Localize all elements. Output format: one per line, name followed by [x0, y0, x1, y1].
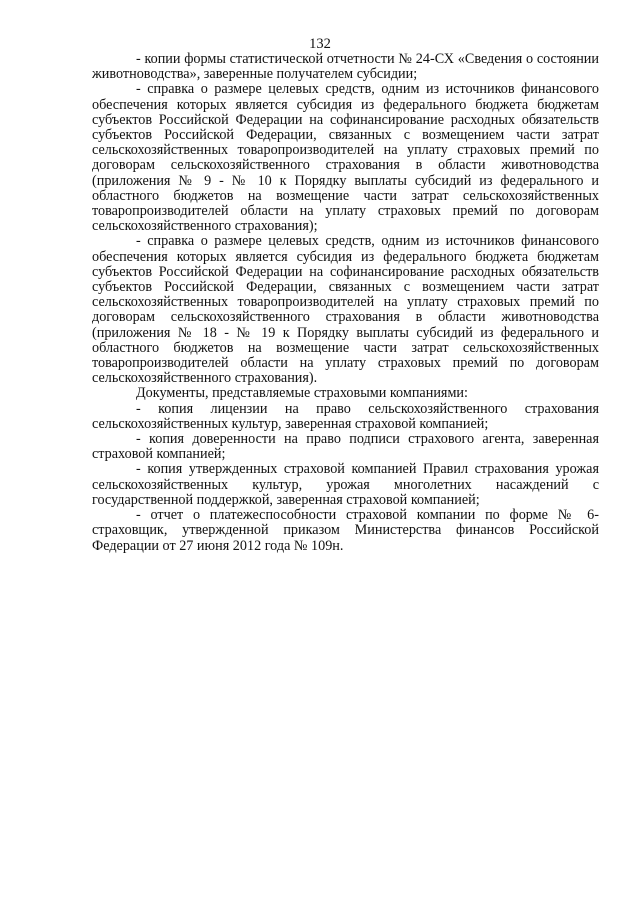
paragraph-license-copy: - копия лицензии на право сельскохозяйственного страхования сельскохозяйственных культур, заверенная страховой компанией; — [92, 400, 599, 432]
paragraph-livestock-subsidy-certificate-18-19: - справка о размере целевых средств, одним из источников финансового обеспечения которых является субсидия из федерального бюджета бюджетам субъектов Российской Федерации на софинансирование расходных обязательств субъектов Российской Федерации, связанных с возмещением части затрат сельскохозяйственных товаропроизводителей на уплату страховых премий по договорам сельскохозяйственного страхования в области животноводства (приложения № 18 - № 19 к Порядку выплаты субсидий из федерального и областного бюджетов на возмещение части затрат сельскохозяйственных товаропроизводителей области на уплату страховых премий по договорам сельскохозяйственного страхования). — [92, 233, 599, 387]
paragraph-form-24-sh-copies: - копии формы статистической отчетности № 24-СХ «Сведения о состоянии животноводства», заверенные получателем субсидии; — [92, 51, 599, 83]
document-body — [92, 52, 599, 554]
page-number: 132 — [309, 36, 331, 52]
paragraph-insurer-documents-heading: Документы, представляемые страховыми компаниями: — [136, 385, 468, 402]
paragraph-solvency-report: - отчет о платежеспособности страховой компании по форме № 6-страховщик, утвержденной приказом Министерства финансов Российской Федерации от 27 июня 2012 года № 109н. — [92, 507, 599, 554]
paragraph-insurance-rules-copy: - копия утвержденных страховой компанией Правил страхования урожая сельскохозяйственных культур, урожая многолетних насаждений с государственной поддержкой, заверенная страховой компанией; — [92, 461, 599, 508]
paragraph-livestock-subsidy-certificate-9-10: - справка о размере целевых средств, одним из источников финансового обеспечения которых является субсидия из федерального бюджета бюджетам субъектов Российской Федерации на софинансирование расходных обязательств субъектов Российской Федерации, связанных с возмещением части затрат сельскохозяйственных товаропроизводителей на уплату страховых премий по договорам сельскохозяйственного страхования в области животноводства (приложения № 9 - № 10 к Порядку выплаты субсидий из федерального и областного бюджетов на возмещение части затрат сельскохозяйственных товаропроизводителей области на уплату страховых премий по договорам сельскохозяйственного страхования); — [92, 81, 599, 235]
paragraph-power-of-attorney-copy: - копия доверенности на право подписи страхового агента, заверенная страховой компанией; — [92, 431, 599, 463]
